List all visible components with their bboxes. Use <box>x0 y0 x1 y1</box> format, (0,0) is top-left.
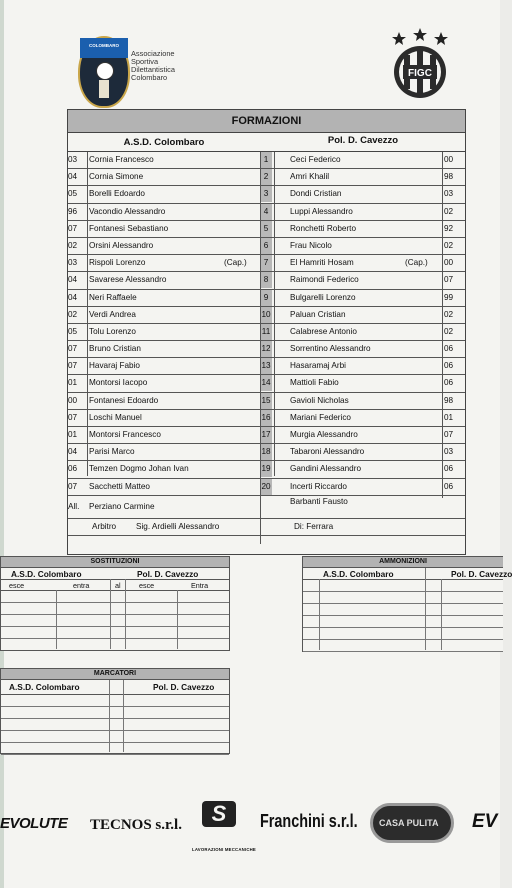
away-player-name: Frau Nicolo <box>290 240 332 250</box>
home-player-number: 04 <box>68 275 78 285</box>
player-row <box>68 307 465 324</box>
away-team-name: Pol. D. Cavezzo <box>327 135 399 146</box>
formazioni-title: FORMAZIONI <box>67 109 466 133</box>
home-player-name: Fontanesi Sebastiano <box>89 223 169 233</box>
referee-label: Arbitro <box>92 521 117 531</box>
away-player-name: Ronchetti Roberto <box>290 223 356 233</box>
home-player-name: Sacchetti Matteo <box>89 481 150 491</box>
marcatori-home-team: A.S.D. Colombaro <box>9 682 80 692</box>
away-player-name: Luppi Alessandro <box>290 206 353 216</box>
home-player-name: Borelli Edoardo <box>89 189 145 199</box>
marcatori-table <box>0 668 230 754</box>
home-player-name: Rispoli Lorenzo <box>89 258 146 268</box>
player-row <box>68 461 465 478</box>
away-player-number: 98 <box>444 395 454 405</box>
away-player-name: Calabrese Antonio <box>290 326 357 336</box>
player-row <box>68 186 465 203</box>
referee-row <box>68 519 465 536</box>
formazioni-team-header <box>67 133 466 152</box>
club-logo-text: COLOMBARO <box>89 43 119 48</box>
away-player-number: 06 <box>444 464 454 474</box>
club-name <box>131 50 175 82</box>
row-index: 15 <box>260 393 272 409</box>
away-player-name: Dondi Cristian <box>290 189 342 199</box>
sponsor-ev: EV <box>472 811 498 832</box>
row-index: 9 <box>260 290 272 306</box>
away-coach: Barbanti Fausto <box>290 496 348 506</box>
ammonizioni-title: AMMONIZIONI <box>303 557 503 568</box>
away-player-number: 02 <box>444 309 454 319</box>
home-player-number: 07 <box>68 344 78 354</box>
row-index: 11 <box>260 324 272 340</box>
away-player-number: 02 <box>444 326 454 336</box>
home-player-number: 03 <box>68 258 78 268</box>
away-player-number: 98 <box>444 172 454 182</box>
player-row <box>68 169 465 186</box>
home-player-name: Havaraj Fabio <box>89 361 140 371</box>
away-player-number: 07 <box>444 275 454 285</box>
row-index: 1 <box>260 152 272 168</box>
formazioni-table <box>67 109 466 555</box>
sostituzioni-table <box>0 556 230 651</box>
player-row <box>68 358 465 375</box>
sostituzioni-home-team: A.S.D. Colombaro <box>11 569 82 579</box>
home-player-name: Bruno Cristian <box>89 344 141 354</box>
sponsor-casa-pulita <box>370 803 454 843</box>
sponsor-strip <box>0 795 500 865</box>
home-player-number: 02 <box>68 240 78 250</box>
player-row <box>68 444 465 461</box>
home-player-number: 07 <box>68 361 78 371</box>
away-player-name: Gandini Alessandro <box>290 464 362 474</box>
away-player-name: Paluan Cristian <box>290 309 346 319</box>
away-player-name: Ceci Federico <box>290 155 341 164</box>
player-row <box>68 238 465 255</box>
away-player-number: 92 <box>444 223 454 233</box>
row-index: 8 <box>260 272 272 288</box>
coach-label: All. <box>68 501 80 511</box>
row-index: 17 <box>260 427 272 443</box>
row-index: 19 <box>260 461 272 477</box>
club-name-line: Dilettantistica <box>131 65 175 74</box>
ammonizioni-teams <box>303 568 512 580</box>
away-player-number: 06 <box>444 361 454 371</box>
home-player-name: Tolu Lorenzo <box>89 326 136 336</box>
figc-logo <box>391 28 449 100</box>
away-player-name: Bulgarelli Lorenzo <box>290 292 356 302</box>
home-player-number: 96 <box>68 206 78 216</box>
player-row <box>68 272 465 289</box>
player-row <box>68 393 465 410</box>
home-player-name: Montorsi Francesco <box>89 430 161 439</box>
away-player-name: Incerti Riccardo <box>290 481 347 491</box>
away-player-number: 99 <box>444 292 454 302</box>
club-name-line: Associazione <box>131 49 175 58</box>
col-entra: entra <box>73 581 90 590</box>
home-player-number: 07 <box>68 412 78 422</box>
away-player-number: 00 <box>444 155 454 164</box>
row-index: 20 <box>260 479 272 495</box>
away-player-name: Tabaroni Alessandro <box>290 447 365 457</box>
sponsor-lavorazioni: LAVORAZIONI MECCANICHE <box>192 847 256 852</box>
home-player-name: Orsini Alessandro <box>89 240 154 250</box>
home-player-number: 04 <box>68 172 78 182</box>
club-name-line: Sportiva <box>131 57 159 66</box>
home-player-name: Montorsi Iacopo <box>89 378 148 388</box>
home-player-name: Loschi Manuel <box>89 412 142 422</box>
ammonizioni-away-team: Pol. D. Cavezzo <box>451 569 512 579</box>
sponsor-tecnos: TECNOS s.r.l. <box>90 817 182 833</box>
away-player-name: Raimondi Federico <box>290 275 359 285</box>
row-index: 6 <box>260 238 272 254</box>
home-player-number: 05 <box>68 326 78 336</box>
sponsor-franchini: Franchini s.r.l. <box>260 811 358 831</box>
away-player-name: Hasaramaj Arbi <box>290 361 346 371</box>
row-index: 18 <box>260 444 272 460</box>
away-player-name: Amri Khalil <box>290 172 330 182</box>
home-player-name: Verdi Andrea <box>89 309 136 319</box>
home-player-name: Savarese Alessandro <box>89 275 167 285</box>
player-row <box>68 479 465 496</box>
sostituzioni-title: SOSTITUZIONI <box>1 557 229 568</box>
home-player-number: 01 <box>68 430 78 439</box>
club-logo <box>78 36 130 108</box>
sostituzioni-away-team: Pol. D. Cavezzo <box>137 569 199 579</box>
away-player-name: Gavioli Nicholas <box>290 395 349 405</box>
row-index: 10 <box>260 307 272 323</box>
player-row <box>68 255 465 272</box>
home-player-number: 00 <box>68 395 78 405</box>
player-row <box>68 341 465 358</box>
sponsor-casa-pulita-text: CASA PULITA <box>379 818 439 828</box>
row-index: 7 <box>260 255 272 271</box>
row-index: 2 <box>260 169 272 185</box>
ammonizioni-table <box>302 556 512 652</box>
away-player-number: 07 <box>444 430 454 439</box>
away-player-number: 06 <box>444 344 454 354</box>
home-player-name: Fontanesi Edoardo <box>89 395 159 405</box>
formazioni-body <box>67 152 466 555</box>
player-row <box>68 375 465 392</box>
away-captain-mark: (Cap.) <box>405 258 428 268</box>
row-index: 4 <box>260 204 272 220</box>
row-index: 14 <box>260 375 272 391</box>
player-row <box>68 324 465 341</box>
home-player-name: Cornia Francesco <box>89 155 154 164</box>
away-player-name: Sorrentino Alessandro <box>290 344 371 354</box>
away-player-number: 02 <box>444 206 454 216</box>
marcatori-teams <box>1 680 229 695</box>
marcatori-away-team: Pol. D. Cavezzo <box>153 682 215 692</box>
player-row <box>68 427 465 444</box>
row-index: 3 <box>260 186 272 202</box>
row-index: 5 <box>260 221 272 237</box>
home-player-name: Neri Raffaele <box>89 292 137 302</box>
away-player-name: Murgia Alessandro <box>290 430 358 439</box>
home-player-name: Vacondio Alessandro <box>89 206 166 216</box>
ammonizioni-home-team: A.S.D. Colombaro <box>323 569 394 579</box>
row-index: 16 <box>260 410 272 426</box>
player-row <box>68 221 465 238</box>
away-player-number: 02 <box>444 240 454 250</box>
col-al: al <box>115 581 121 590</box>
home-player-number: 07 <box>68 223 78 233</box>
home-player-number: 05 <box>68 189 78 199</box>
home-player-number: 06 <box>68 464 78 474</box>
sostituzioni-columns <box>1 580 229 591</box>
away-player-number: 06 <box>444 378 454 388</box>
home-player-number: 07 <box>68 481 78 491</box>
sponsor-logo-mark: S <box>196 801 242 831</box>
empty-row <box>68 536 465 555</box>
home-player-number: 03 <box>68 155 78 164</box>
sponsor-evolute: EVOLUTE <box>0 815 68 832</box>
home-player-name: Parisi Marco <box>89 447 135 457</box>
player-row <box>68 204 465 221</box>
home-player-number: 01 <box>68 378 78 388</box>
marcatori-title: MARCATORI <box>1 669 229 680</box>
figc-logo-text: FIGC <box>408 68 432 79</box>
home-team-name: A.S.D. Colombaro <box>123 137 205 148</box>
away-player-number: 00 <box>444 258 454 268</box>
player-row <box>68 410 465 427</box>
referee-section: Di: Ferrara <box>294 521 334 531</box>
col-esce: esce <box>9 581 25 590</box>
player-row <box>68 290 465 307</box>
away-player-number: 06 <box>444 481 454 491</box>
row-index: 13 <box>260 358 272 374</box>
col-esce-away: esce <box>139 581 155 590</box>
away-player-number: 01 <box>444 412 454 422</box>
home-player-number: 04 <box>68 447 78 457</box>
home-captain-mark: (Cap.) <box>224 258 247 268</box>
away-player-name: Mariani Federico <box>290 412 351 422</box>
home-player-number: 04 <box>68 292 78 302</box>
home-player-number: 02 <box>68 309 78 319</box>
row-index: 12 <box>260 341 272 357</box>
home-player-name: Temzen Dogmo Johan Ivan <box>89 464 189 474</box>
home-coach: Perziano Carmine <box>89 501 155 511</box>
away-player-name: Mattioli Fabio <box>290 378 339 388</box>
away-player-number: 03 <box>444 189 454 199</box>
referee-name: Sig. Ardielli Alessandro <box>136 521 220 531</box>
player-row <box>68 152 465 169</box>
club-name-line: Colombaro <box>131 73 168 82</box>
sostituzioni-teams <box>1 568 229 580</box>
col-entra-away: Entra <box>191 581 209 590</box>
home-player-name: Cornia Simone <box>89 172 144 182</box>
away-player-name: El Hamriti Hosam <box>290 258 354 268</box>
away-player-number: 03 <box>444 447 454 457</box>
coach-row <box>68 496 465 519</box>
